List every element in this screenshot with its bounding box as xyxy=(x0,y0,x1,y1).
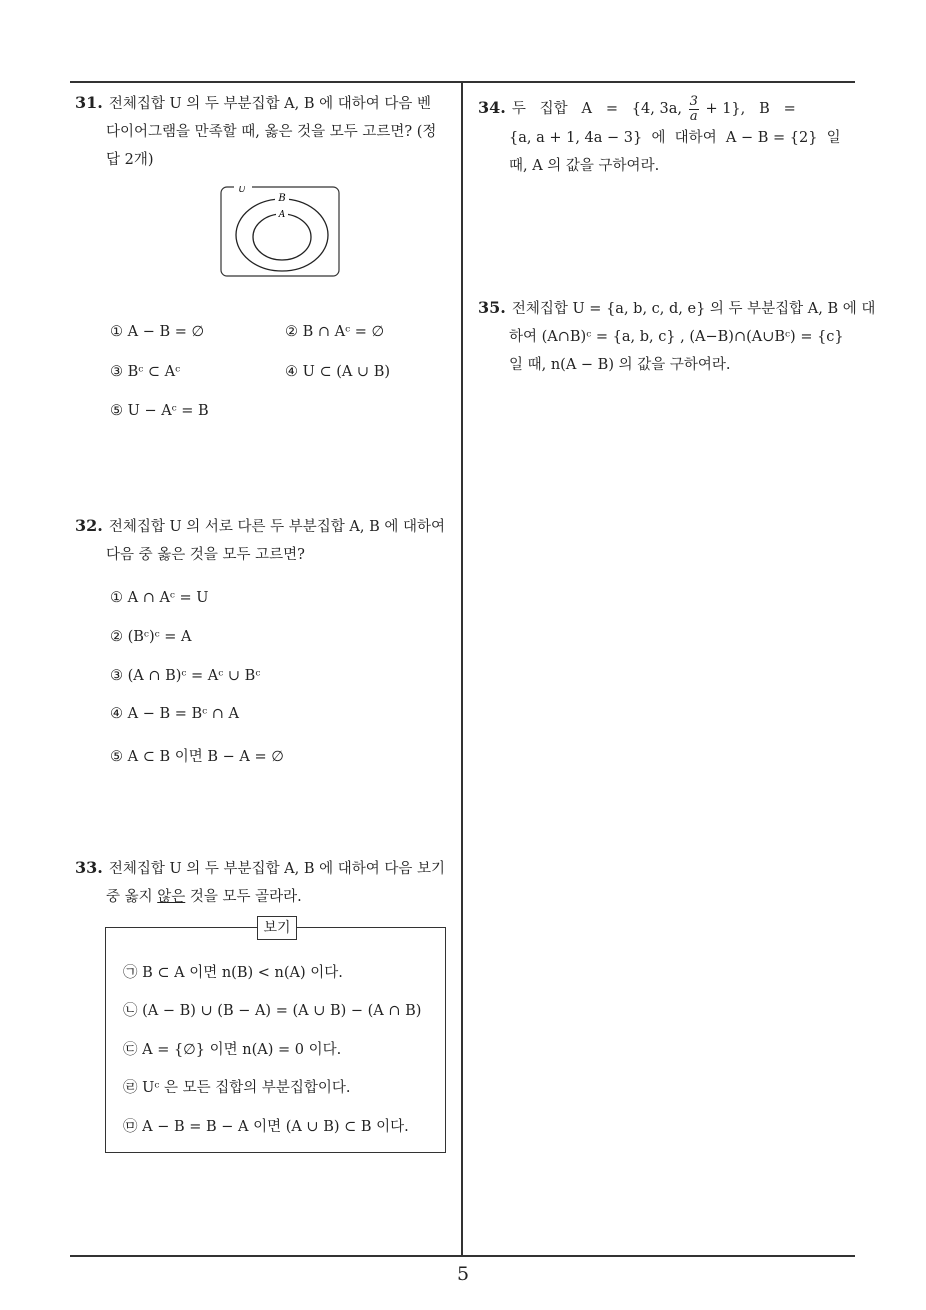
question-text-line: 두 집합 A = {4, 3a, xyxy=(511,101,687,117)
question-text-line: 전체집합 U = {a, b, c, d, e} 의 두 부분집합 A, B 에 대 xyxy=(511,301,876,317)
venn-diagram xyxy=(220,186,340,278)
fraction-denominator: a xyxy=(689,108,698,124)
page-number: 5 xyxy=(456,1263,470,1285)
q31-option-5: ⑤ U − Aᶜ = B xyxy=(110,403,209,419)
question-text-line: 때, A 의 값을 구하여라. xyxy=(509,157,660,174)
question-text-line: {a, a + 1, 4a − 3} 에 대하여 A − B = {2} 일 xyxy=(509,129,841,146)
venn-label-a: A xyxy=(278,210,286,220)
q31-option-4: ④ U ⊂ (A ∪ B) xyxy=(285,364,391,380)
q31-option-1: ① A − B = ∅ xyxy=(110,324,205,340)
question-number: 35. xyxy=(478,298,506,317)
question-text-line: 다이어그램을 만족할 때, 옳은 것을 모두 고르면? (정 xyxy=(106,124,437,140)
question-text-line: 다음 중 옳은 것을 모두 고르면? xyxy=(106,547,305,563)
q32-option-2: ② (Bᶜ)ᶜ = A xyxy=(110,629,192,645)
fraction-numerator: 3 xyxy=(689,93,698,109)
set-a-circle xyxy=(253,214,311,260)
question-text-line: 일 때, n(A − B) 의 값을 구하여라. xyxy=(509,357,731,373)
question-text-line: 전체집합 U 의 두 부분집합 A, B 에 대하여 다음 벤 xyxy=(108,96,432,112)
q32-option-5: ⑤ A ⊂ B 이면 B − A = ∅ xyxy=(110,749,284,765)
question-35 xyxy=(478,294,876,379)
venn-label-u: U xyxy=(238,186,246,195)
question-33 xyxy=(75,854,455,911)
question-32 xyxy=(75,512,455,569)
question-number: 33. xyxy=(75,858,103,877)
column-divider xyxy=(461,82,463,1256)
question-text-line: + 1}, B = xyxy=(700,101,796,117)
q31-option-3: ③ Bᶜ ⊂ Aᶜ xyxy=(110,364,181,380)
underlined-word: 않은 xyxy=(157,889,186,905)
bogi-item-3: ㉢ A = {∅} 이면 n(A) = 0 이다. xyxy=(123,1042,342,1058)
question-text-line: 중 옳지 않은 것을 모두 골라라. xyxy=(106,889,302,905)
q32-option-4: ④ A − B = Bᶜ ∩ A xyxy=(110,706,239,722)
question-31 xyxy=(75,89,455,174)
q32-option-1: ① A ∩ Aᶜ = U xyxy=(110,590,209,606)
question-number: 34. xyxy=(478,98,506,117)
question-number: 32. xyxy=(75,516,103,535)
bogi-item-1: ㉠ B ⊂ A 이면 n(B) < n(A) 이다. xyxy=(123,965,343,981)
fraction xyxy=(689,95,699,124)
question-text-line: 전체집합 U 의 두 부분집합 A, B 에 대하여 다음 보기 xyxy=(108,861,446,877)
bogi-item-5: ㉤ A − B = B − A 이면 (A ∪ B) ⊂ B 이다. xyxy=(123,1119,409,1135)
q31-option-2: ② B ∩ Aᶜ = ∅ xyxy=(285,324,385,340)
question-text-line: 답 2개) xyxy=(106,152,154,168)
q32-option-3: ③ (A ∩ B)ᶜ = Aᶜ ∪ Bᶜ xyxy=(110,668,261,684)
question-34 xyxy=(478,94,858,180)
bogi-item-4: ㉣ Uᶜ 은 모든 집합의 부분집합이다. xyxy=(123,1080,351,1096)
bogi-item-2: ㉡ (A − B) ∪ (B − A) = (A ∪ B) − (A ∩ B) xyxy=(123,1003,422,1019)
question-number: 31. xyxy=(75,93,103,112)
question-text-line: 전체집합 U 의 서로 다른 두 부분집합 A, B 에 대하여 xyxy=(108,519,446,535)
bogi-title: 보기 xyxy=(257,916,297,940)
bottom-rule xyxy=(70,1255,855,1257)
question-text-line: 하여 (A∩B)ᶜ = {a, b, c} , (A−B)∩(A∪Bᶜ) = {c} xyxy=(509,329,844,345)
venn-label-b: B xyxy=(278,193,286,204)
